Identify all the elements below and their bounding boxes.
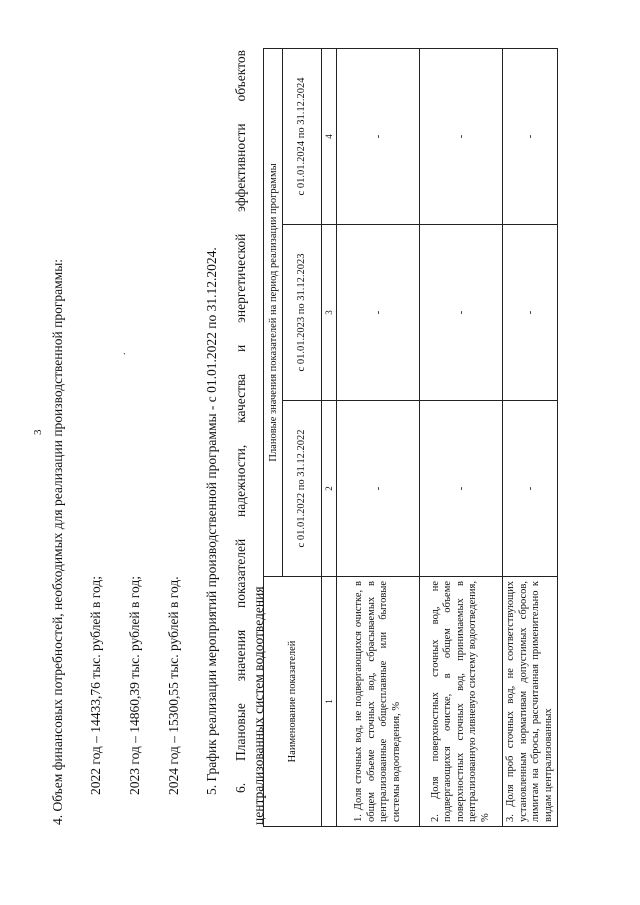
indicator-value: - xyxy=(503,225,558,401)
column-number: 3 xyxy=(322,225,337,401)
stray-mark: . xyxy=(117,352,128,355)
column-number: 2 xyxy=(322,401,337,577)
indicator-value: - xyxy=(420,401,503,577)
indicator-value: - xyxy=(337,401,420,577)
header-planned-values: Плановые значения показателей на период реализации программы xyxy=(264,48,283,576)
header-indicator-name: Наименование показателей xyxy=(264,577,322,827)
indicator-value: - xyxy=(337,225,420,401)
item6-word: качества xyxy=(233,373,248,423)
item6-word: Плановые xyxy=(233,703,248,762)
item6-word: значения xyxy=(233,629,248,682)
item4-year-2024: 2024 год – 15300,55 тыс. рублей в год. xyxy=(166,576,181,795)
item4-title: 4. Объем финансовых потребностей, необходимых для реализации производственной программы: xyxy=(50,258,65,825)
indicator-name: 3. Доля проб сточных вод, не соответствующих установленным нормативам допустимых сбросов, лимитам на сбросы, рассчитанная применительно к видам централизованных xyxy=(503,577,558,827)
indicator-value: - xyxy=(337,48,420,224)
item6-word: объектов xyxy=(233,50,248,102)
indicator-value: - xyxy=(420,225,503,401)
table-header-row xyxy=(264,48,283,826)
item6-word: надежности, xyxy=(233,444,248,517)
item4-year-2022: 2022 год – 14433,76 тыс. рублей в год; xyxy=(88,576,103,795)
table-column-numbers xyxy=(322,48,337,826)
item6-word: и xyxy=(233,344,248,352)
indicator-name: 2. Доля поверхностных сточных вод, не подвергающихся очистке, в общем объеме поверхностных сточных вод, принимаемых в централизованную ливневую систему водоотведения, % xyxy=(420,577,503,827)
item6-word: эффективности xyxy=(233,123,248,212)
table-row xyxy=(337,48,420,826)
table-row xyxy=(420,48,503,826)
indicator-value: - xyxy=(503,48,558,224)
header-period-2024: с 01.01.2024 по 31.12.2024 xyxy=(283,48,322,224)
item4-year-2023: 2023 год – 14860,39 тыс. рублей в год; xyxy=(127,576,142,795)
header-period-2022: с 01.01.2022 по 31.12.2022 xyxy=(283,401,322,577)
item6-line2: централизованных систем водоотведения xyxy=(251,586,266,825)
page-number: 3 xyxy=(32,429,44,435)
indicator-name: 1. Доля сточных вод, не подвергающихся очистке, в общем объеме сточных вод, сбрасываемых в централизованные общесплавные или бытовые системы водоотведения, % xyxy=(337,577,420,827)
item6-word: 6. xyxy=(233,782,248,793)
item5-schedule: 5. График реализации мероприятий производственной программы - с 01.01.2022 по 31.12.2024. xyxy=(204,247,219,795)
column-number: 1 xyxy=(322,577,337,827)
item6-word: энергетической xyxy=(233,233,248,323)
table-row xyxy=(503,48,558,826)
item6-word: показателей xyxy=(233,538,248,608)
indicators-table xyxy=(263,48,558,827)
column-number: 4 xyxy=(322,48,337,224)
indicator-value: - xyxy=(420,48,503,224)
item6-line1 xyxy=(232,50,250,825)
header-period-2023: с 01.01.2023 по 31.12.2023 xyxy=(283,225,322,401)
indicator-value: - xyxy=(503,401,558,577)
